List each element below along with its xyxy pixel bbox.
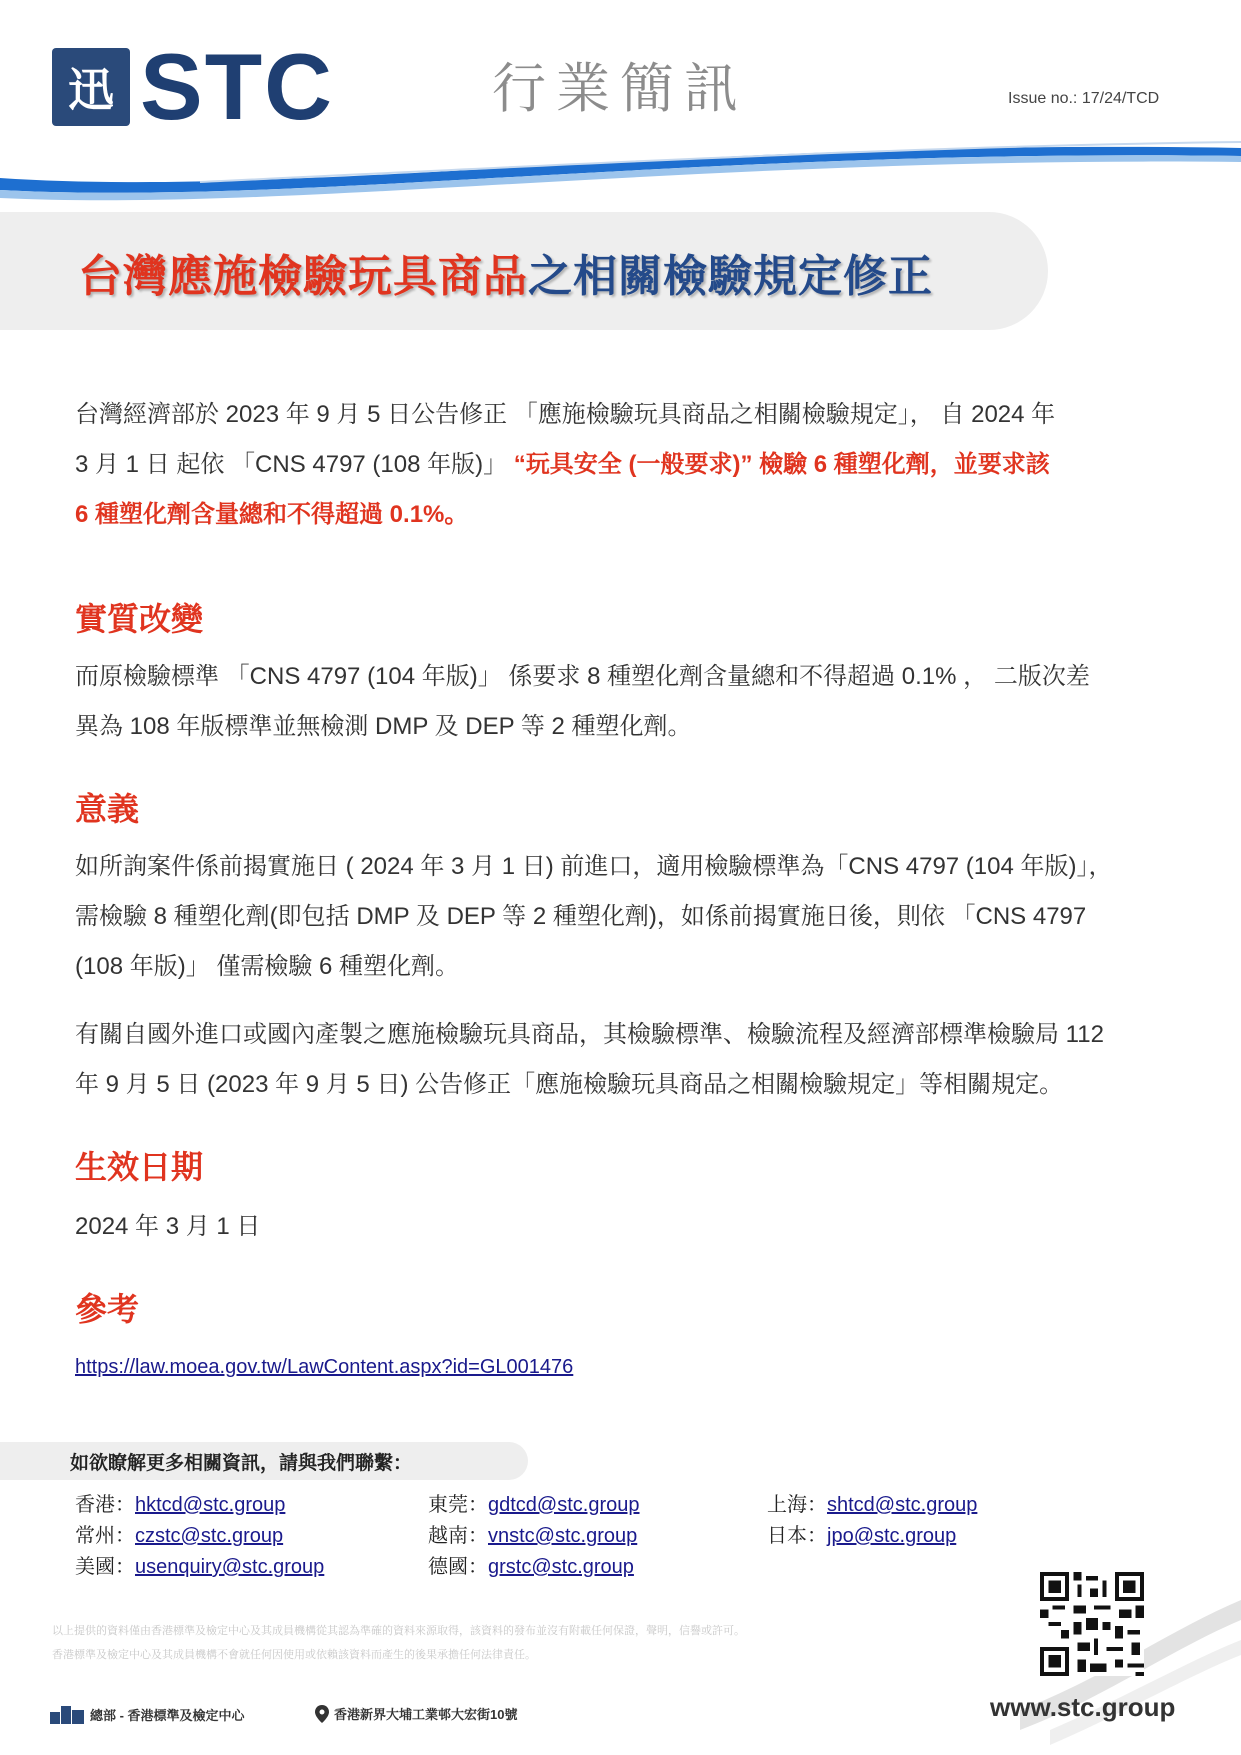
header-wave-decoration (0, 138, 1241, 208)
intro-line-2-plain: 3 月 1 日 起依 「CNS 4797 (108 年版)」 (75, 451, 514, 478)
intro-line-3: 6 種塑化劑含量總和不得超過 0.1%。 (75, 501, 469, 528)
contact-item-changzhou (75, 1519, 283, 1548)
meaning-p1-line-1: 如所詢案件係前揭實施日 ( 2024 年 3 月 1 日) 前進口，適用檢驗標準為「CNS 4797 (104 年版)」， (75, 853, 1113, 880)
footer-hq-text: 總部 - 香港標準及檢定中心 (90, 1707, 245, 1723)
stc-logo-mark: 迅 (52, 48, 130, 126)
disclaimer-line-1: 以上提供的資料僅由香港標準及檢定中心及其成員機構從其認為準確的資料來源取得，該資料的發布並沒有附載任何保證，聲明，信譽或許可。 (52, 1625, 745, 1637)
reference-wrapper (75, 1352, 1165, 1382)
contact-item-hongkong (75, 1488, 285, 1517)
contact-email-link[interactable]: czstc@stc.group (135, 1525, 284, 1547)
contact-item-shanghai (767, 1488, 977, 1517)
meaning-p1-line-3: (108 年版)」 僅需檢驗 6 種塑化劑。 (75, 953, 460, 980)
issue-number: Issue no.: 17/24/TCD (1008, 90, 1160, 107)
meaning-p2-line-1: 有關自國外進口或國內產製之應施檢驗玩具商品，其檢驗標準、檢驗流程及經濟部標準檢驗局 112 (75, 1021, 1104, 1048)
disclaimer-line-2: 香港標準及檢定中心及其成員機構不會就任何因使用或依賴該資料而產生的後果承擔任何法律責任。 (52, 1649, 536, 1661)
intro-line-2 (75, 440, 1165, 490)
contact-email-link[interactable]: gdtcd@stc.group (488, 1494, 640, 1516)
contact-title: 如欲瞭解更多相關資訊，請與我們聯繫： (70, 1453, 413, 1474)
contact-email-link[interactable]: usenquiry@stc.group (135, 1556, 325, 1578)
heading-effective-date: 生效日期 (75, 1148, 204, 1186)
footer-hq (50, 1704, 245, 1724)
contact-region: 德國： (428, 1556, 488, 1578)
contact-item-japan (767, 1519, 956, 1548)
contact-region: 東莞： (428, 1494, 488, 1516)
contact-region: 上海： (767, 1494, 827, 1516)
contact-region: 美國： (75, 1556, 135, 1578)
contact-email-link[interactable]: grstc@stc.group (488, 1556, 634, 1578)
changes-line-1: 而原檢驗標準 「CNS 4797 (104 年版)」 係要求 8 種塑化劑含量總和不得超過 0.1% ， 二版次差 (75, 663, 1090, 690)
meaning-p2-line-2: 年 9 月 5 日 (2023 年 9 月 5 日) 公告修正「應施檢驗玩具商品之相關檢驗規定」等相關規定。 (75, 1071, 1064, 1098)
intro-line-2-accent: “玩具安全 (一般要求)” 檢驗 6 種塑化劑，並要求該 (513, 451, 1050, 478)
contact-region: 香港： (75, 1494, 135, 1516)
meaning-p1-line-2: 需檢驗 8 種塑化劑(即包括 DMP 及 DEP 等 2 種塑化劑)，如係前揭實施日後，則依 「CNS 4797 (75, 903, 1087, 930)
contact-email-link[interactable]: shtcd@stc.group (827, 1494, 978, 1516)
location-pin-icon (315, 1705, 329, 1723)
title-blue-part: 之相關檢驗規定修正 (528, 251, 933, 302)
contact-email-link[interactable]: jpo@stc.group (827, 1525, 957, 1547)
footer-address (315, 1704, 517, 1723)
contact-region: 日本： (767, 1525, 827, 1547)
reference-link[interactable]: https://law.moea.gov.tw/LawContent.aspx?id=GL001476 (75, 1356, 574, 1378)
page-title (78, 240, 933, 304)
contact-region: 越南： (428, 1525, 488, 1547)
contact-item-dongguan (428, 1488, 640, 1517)
contact-item-usa (75, 1550, 324, 1579)
contact-item-germany (428, 1550, 634, 1579)
stc-logo-text: STC (140, 34, 334, 139)
stc-logo (52, 34, 334, 139)
footer-address-text: 香港新界大埔工業邨大宏街10號 (334, 1707, 518, 1722)
effective-date-value: 2024 年 3 月 1 日 (75, 1213, 261, 1240)
intro-paragraph (75, 390, 1165, 540)
meaning-paragraph-2 (75, 1010, 1165, 1110)
publication-subtitle: 行業簡訊 (492, 57, 748, 120)
contact-email-link[interactable]: hktcd@stc.group (135, 1494, 286, 1516)
heading-meaning: 意義 (75, 790, 140, 828)
heading-reference: 參考 (75, 1290, 140, 1328)
contact-region: 常州： (75, 1525, 135, 1547)
intro-line-1: 台灣經濟部於 2023 年 9 月 5 日公告修正 「應施檢驗玩具商品之相關檢驗規定」， 自 2024 年 (75, 401, 1056, 428)
building-icon (50, 1704, 84, 1724)
contact-email-link[interactable]: vnstc@stc.group (488, 1525, 638, 1547)
qr-code-icon (1040, 1572, 1144, 1676)
contact-item-vietnam (428, 1519, 637, 1548)
changes-paragraph (75, 652, 1165, 752)
heading-changes: 實質改變 (75, 600, 204, 638)
website-url[interactable]: www.stc.group (990, 1692, 1176, 1722)
meaning-paragraph-1 (75, 842, 1165, 992)
title-red-part: 台灣應施檢驗玩具商品 (78, 251, 528, 302)
changes-line-2: 異為 108 年版標準並無檢測 DMP 及 DEP 等 2 種塑化劑。 (75, 713, 692, 740)
